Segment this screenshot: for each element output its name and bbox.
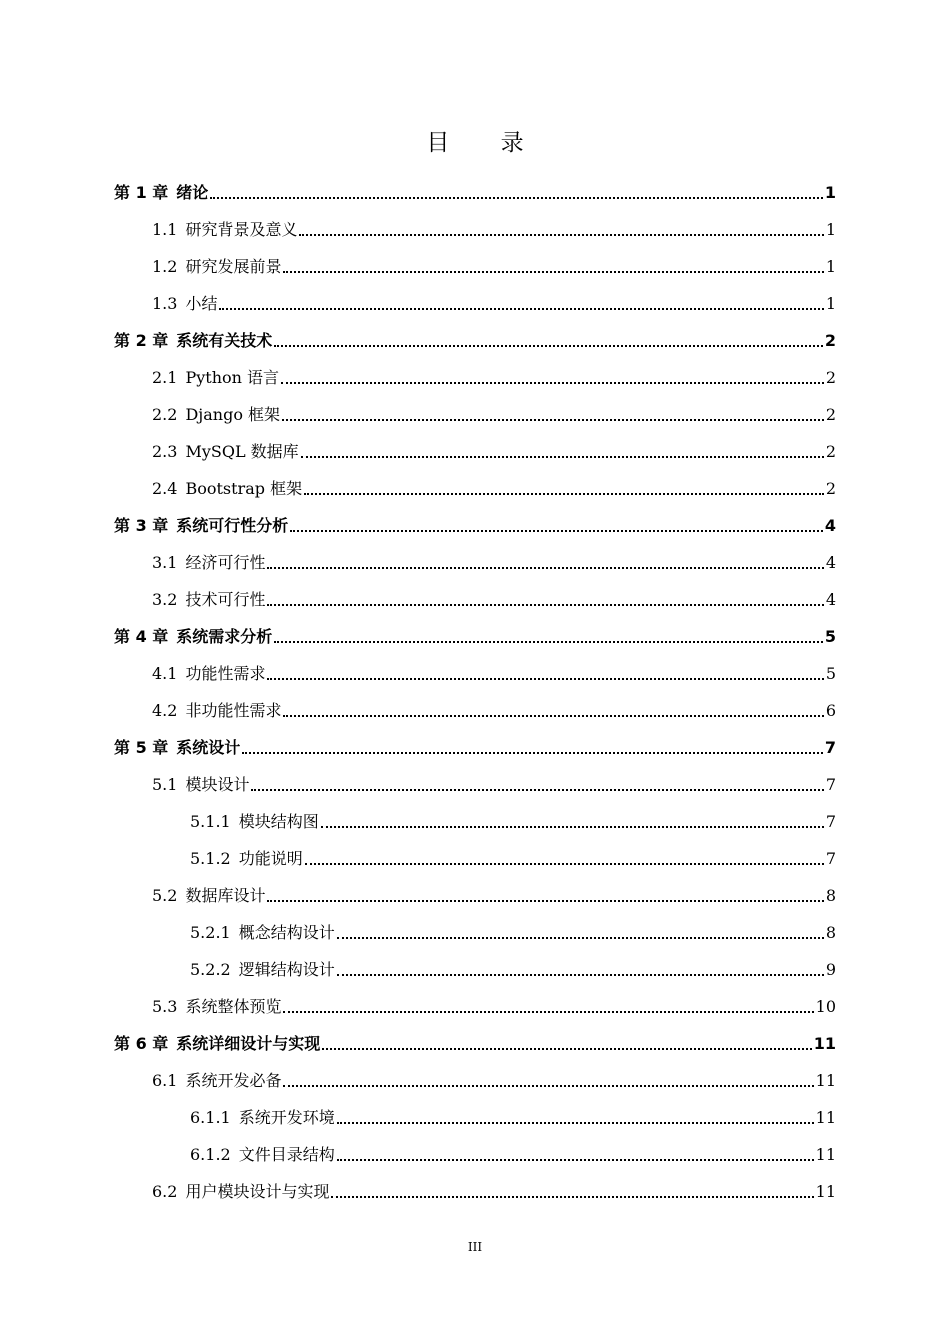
toc-entry-number: 5.2 (152, 885, 178, 905)
toc-entry-page: 7 (825, 848, 836, 868)
dot-leader (304, 493, 824, 495)
toc-entry-label: 概念结构设计 (238, 922, 335, 942)
toc-entry-line (152, 257, 836, 277)
dot-leader (337, 974, 824, 976)
toc-entry[interactable] (114, 988, 836, 1025)
toc-entry-page: 2 (824, 330, 836, 350)
page-number-footer: III (467, 1240, 483, 1254)
toc-entry-page: 11 (813, 1033, 836, 1053)
dot-leader (251, 789, 823, 791)
toc-entry[interactable] (114, 470, 836, 507)
toc-entry-page: 7 (825, 811, 836, 831)
dot-leader (283, 1011, 813, 1013)
toc-entry-line (114, 331, 836, 351)
toc-entry-page: 4 (825, 552, 836, 572)
toc-entry-line (152, 590, 836, 610)
toc-entry-number: 第 6 章 (114, 1033, 169, 1053)
toc-entry-page: 9 (825, 959, 836, 979)
table-of-contents (114, 174, 836, 1210)
toc-entry-number: 6.2 (152, 1181, 178, 1201)
toc-entry-line (152, 775, 836, 795)
dot-leader (267, 900, 823, 902)
toc-entry-line (152, 664, 836, 684)
dot-leader (283, 1085, 813, 1087)
toc-entry-label: 小结 (185, 293, 218, 313)
toc-entry-number: 3.2 (152, 589, 178, 609)
toc-entry-text (114, 331, 272, 351)
toc-entry-number: 6.1.2 (190, 1144, 231, 1164)
toc-entry-page: 8 (825, 885, 836, 905)
toc-entry-number: 5.3 (152, 996, 178, 1016)
toc-entry-number: 2.3 (152, 441, 178, 461)
dot-leader (281, 382, 824, 384)
toc-entry[interactable] (114, 803, 836, 840)
toc-entry-label: 逻辑结构设计 (238, 959, 335, 979)
toc-entry-number: 4.2 (152, 700, 178, 720)
toc-entry-number: 2.4 (152, 478, 178, 498)
toc-entry-label: Bootstrap 框架 (185, 478, 303, 498)
toc-entry-number: 2.1 (152, 367, 178, 387)
dot-leader (290, 530, 823, 532)
toc-entry-line (190, 1145, 836, 1165)
toc-entry-label: 经济可行性 (185, 552, 266, 572)
toc-entry[interactable] (114, 285, 836, 322)
toc-entry-line (152, 553, 836, 573)
toc-entry-text (152, 886, 265, 906)
toc-entry-number: 5.1.2 (190, 848, 231, 868)
toc-entry[interactable] (114, 322, 836, 359)
toc-entry[interactable] (114, 359, 836, 396)
toc-entry-text (190, 1145, 335, 1165)
dot-leader (283, 271, 823, 273)
toc-entry-page: 4 (825, 589, 836, 609)
toc-entry-number: 1.3 (152, 293, 178, 313)
dot-leader (282, 419, 824, 421)
toc-entry-line (152, 405, 836, 425)
toc-entry-line (152, 479, 836, 499)
dot-leader (321, 826, 824, 828)
toc-entry-page: 2 (825, 441, 836, 461)
dot-leader (274, 641, 823, 643)
dot-leader (337, 937, 824, 939)
toc-entry-number: 第 5 章 (114, 737, 169, 757)
toc-entry-line (152, 1182, 836, 1202)
toc-entry-text (152, 701, 281, 721)
toc-entry-page: 10 (815, 996, 836, 1016)
toc-entry[interactable] (114, 1099, 836, 1136)
toc-entry-number: 第 3 章 (114, 515, 169, 535)
toc-entry-text (152, 220, 297, 240)
toc-entry-line (152, 442, 836, 462)
toc-entry-line (152, 701, 836, 721)
toc-entry-text (114, 1034, 320, 1054)
toc-entry[interactable] (114, 877, 836, 914)
toc-entry-label: 模块结构图 (238, 811, 319, 831)
dot-leader (267, 604, 823, 606)
toc-entry-label: 研究背景及意义 (185, 219, 298, 239)
toc-entry-number: 6.1.1 (190, 1107, 231, 1127)
toc-entry-page: 7 (824, 737, 836, 757)
toc-entry-line (114, 183, 836, 203)
toc-entry-label: 绪论 (176, 182, 209, 202)
toc-entry-text (152, 775, 249, 795)
toc-entry-line (190, 849, 836, 869)
toc-entry-text (152, 294, 217, 314)
dot-leader (242, 752, 823, 754)
toc-entry-line (114, 738, 836, 758)
dot-leader (337, 1159, 814, 1161)
toc-entry-number: 第 4 章 (114, 626, 169, 646)
toc-entry-label: 功能性需求 (185, 663, 266, 683)
toc-entry-label: Python 语言 (185, 367, 280, 387)
toc-entry-number: 5.1.1 (190, 811, 231, 831)
toc-entry-label: 技术可行性 (185, 589, 266, 609)
toc-entry-text (152, 442, 299, 462)
toc-entry-label: MySQL 数据库 (185, 441, 299, 461)
toc-entry-number: 5.2.1 (190, 922, 231, 942)
toc-entry-number: 2.2 (152, 404, 178, 424)
toc-entry-line (152, 1071, 836, 1091)
toc-entry-page: 5 (824, 626, 836, 646)
toc-entry-line (114, 627, 836, 647)
toc-entry-page: 5 (825, 663, 836, 683)
toc-entry[interactable] (114, 507, 836, 544)
toc-entry-number: 4.1 (152, 663, 178, 683)
toc-entry-line (114, 516, 836, 536)
toc-entry-label: 非功能性需求 (185, 700, 282, 720)
toc-entry[interactable] (114, 1025, 836, 1062)
toc-entry[interactable] (114, 729, 836, 766)
toc-entry-line (190, 1108, 836, 1128)
toc-entry-page: 2 (825, 404, 836, 424)
toc-entry-number: 5.1 (152, 774, 178, 794)
toc-entry[interactable] (114, 766, 836, 803)
toc-entry-number: 第 1 章 (114, 182, 169, 202)
toc-entry-page: 2 (825, 367, 836, 387)
dot-leader (331, 1196, 813, 1198)
toc-entry-label: Django 框架 (185, 404, 281, 424)
toc-entry-text (152, 479, 302, 499)
toc-entry-text (114, 627, 272, 647)
toc-entry-page: 8 (825, 922, 836, 942)
toc-entry-line (152, 220, 836, 240)
toc-entry-label: 系统详细设计与实现 (176, 1033, 321, 1053)
toc-entry-label: 模块设计 (185, 774, 250, 794)
toc-entry-text (190, 812, 319, 832)
toc-entry-label: 系统有关技术 (176, 330, 273, 350)
toc-entry[interactable] (114, 692, 836, 729)
toc-entry-text (190, 849, 303, 869)
toc-entry[interactable] (114, 655, 836, 692)
dot-leader (210, 197, 823, 199)
toc-entry-text (152, 368, 279, 388)
toc-entry-label: 系统整体预览 (185, 996, 282, 1016)
toc-entry-label: 系统需求分析 (176, 626, 273, 646)
toc-entry-line (152, 886, 836, 906)
toc-entry-line (190, 960, 836, 980)
dot-leader (274, 345, 823, 347)
toc-entry[interactable] (114, 248, 836, 285)
toc-entry-text (114, 183, 208, 203)
toc-entry-text (114, 516, 288, 536)
toc-entry[interactable] (114, 433, 836, 470)
toc-entry[interactable] (114, 544, 836, 581)
toc-entry-label: 系统设计 (176, 737, 241, 757)
toc-entry[interactable] (114, 914, 836, 951)
toc-entry-line (190, 812, 836, 832)
toc-entry-page: 1 (825, 219, 836, 239)
toc-entry-line (152, 294, 836, 314)
dot-leader (283, 715, 823, 717)
toc-entry-line (152, 997, 836, 1017)
dot-leader (322, 1048, 811, 1050)
toc-entry-label: 文件目录结构 (238, 1144, 335, 1164)
toc-entry-text (152, 1182, 329, 1202)
toc-entry-label: 功能说明 (238, 848, 303, 868)
dot-leader (305, 863, 824, 865)
toc-entry-page: 2 (825, 478, 836, 498)
toc-entry-page: 1 (825, 256, 836, 276)
toc-entry-text (152, 664, 265, 684)
toc-entry[interactable] (114, 840, 836, 877)
toc-entry-page: 4 (824, 515, 836, 535)
toc-entry-text (152, 997, 281, 1017)
toc-entry-label: 系统开发必备 (185, 1070, 282, 1090)
toc-entry[interactable] (114, 951, 836, 988)
toc-entry-page: 11 (815, 1181, 836, 1201)
toc-entry-text (152, 405, 280, 425)
toc-entry[interactable] (114, 1062, 836, 1099)
toc-entry[interactable] (114, 1173, 836, 1210)
dot-leader (219, 308, 823, 310)
toc-title: 目 录 (426, 130, 546, 156)
toc-entry[interactable] (114, 174, 836, 211)
toc-entry-number: 3.1 (152, 552, 178, 572)
toc-entry-page: 11 (815, 1144, 836, 1164)
toc-entry-label: 系统可行性分析 (176, 515, 289, 535)
toc-entry-text (152, 257, 281, 277)
toc-entry-line (152, 368, 836, 388)
toc-entry-page: 1 (824, 182, 836, 202)
toc-entry-number: 5.2.2 (190, 959, 231, 979)
toc-entry-page: 7 (825, 774, 836, 794)
toc-entry-label: 研究发展前景 (185, 256, 282, 276)
toc-entry-text (114, 738, 240, 758)
toc-entry-text (190, 923, 335, 943)
toc-entry[interactable] (114, 618, 836, 655)
toc-entry-text (152, 553, 265, 573)
toc-entry[interactable] (114, 396, 836, 433)
toc-entry-line (190, 923, 836, 943)
dot-leader (301, 456, 824, 458)
toc-entry-page: 6 (825, 700, 836, 720)
toc-entry-page: 11 (815, 1107, 836, 1127)
toc-entry-label: 数据库设计 (185, 885, 266, 905)
toc-entry-line (114, 1034, 836, 1054)
toc-entry-number: 第 2 章 (114, 330, 169, 350)
dot-leader (299, 234, 823, 236)
toc-entry-label: 用户模块设计与实现 (185, 1181, 330, 1201)
dot-leader (337, 1122, 814, 1124)
toc-entry-text (190, 960, 335, 980)
toc-entry-page: 11 (815, 1070, 836, 1090)
toc-entry[interactable] (114, 1136, 836, 1173)
toc-entry-text (152, 590, 265, 610)
toc-entry-page: 1 (825, 293, 836, 313)
toc-entry-text (152, 1071, 281, 1091)
toc-entry-number: 1.2 (152, 256, 178, 276)
toc-entry-number: 1.1 (152, 219, 178, 239)
toc-entry-text (190, 1108, 335, 1128)
toc-entry-number: 6.1 (152, 1070, 178, 1090)
toc-entry-label: 系统开发环境 (238, 1107, 335, 1127)
toc-entry[interactable] (114, 211, 836, 248)
dot-leader (267, 567, 823, 569)
dot-leader (267, 678, 823, 680)
toc-entry[interactable] (114, 581, 836, 618)
